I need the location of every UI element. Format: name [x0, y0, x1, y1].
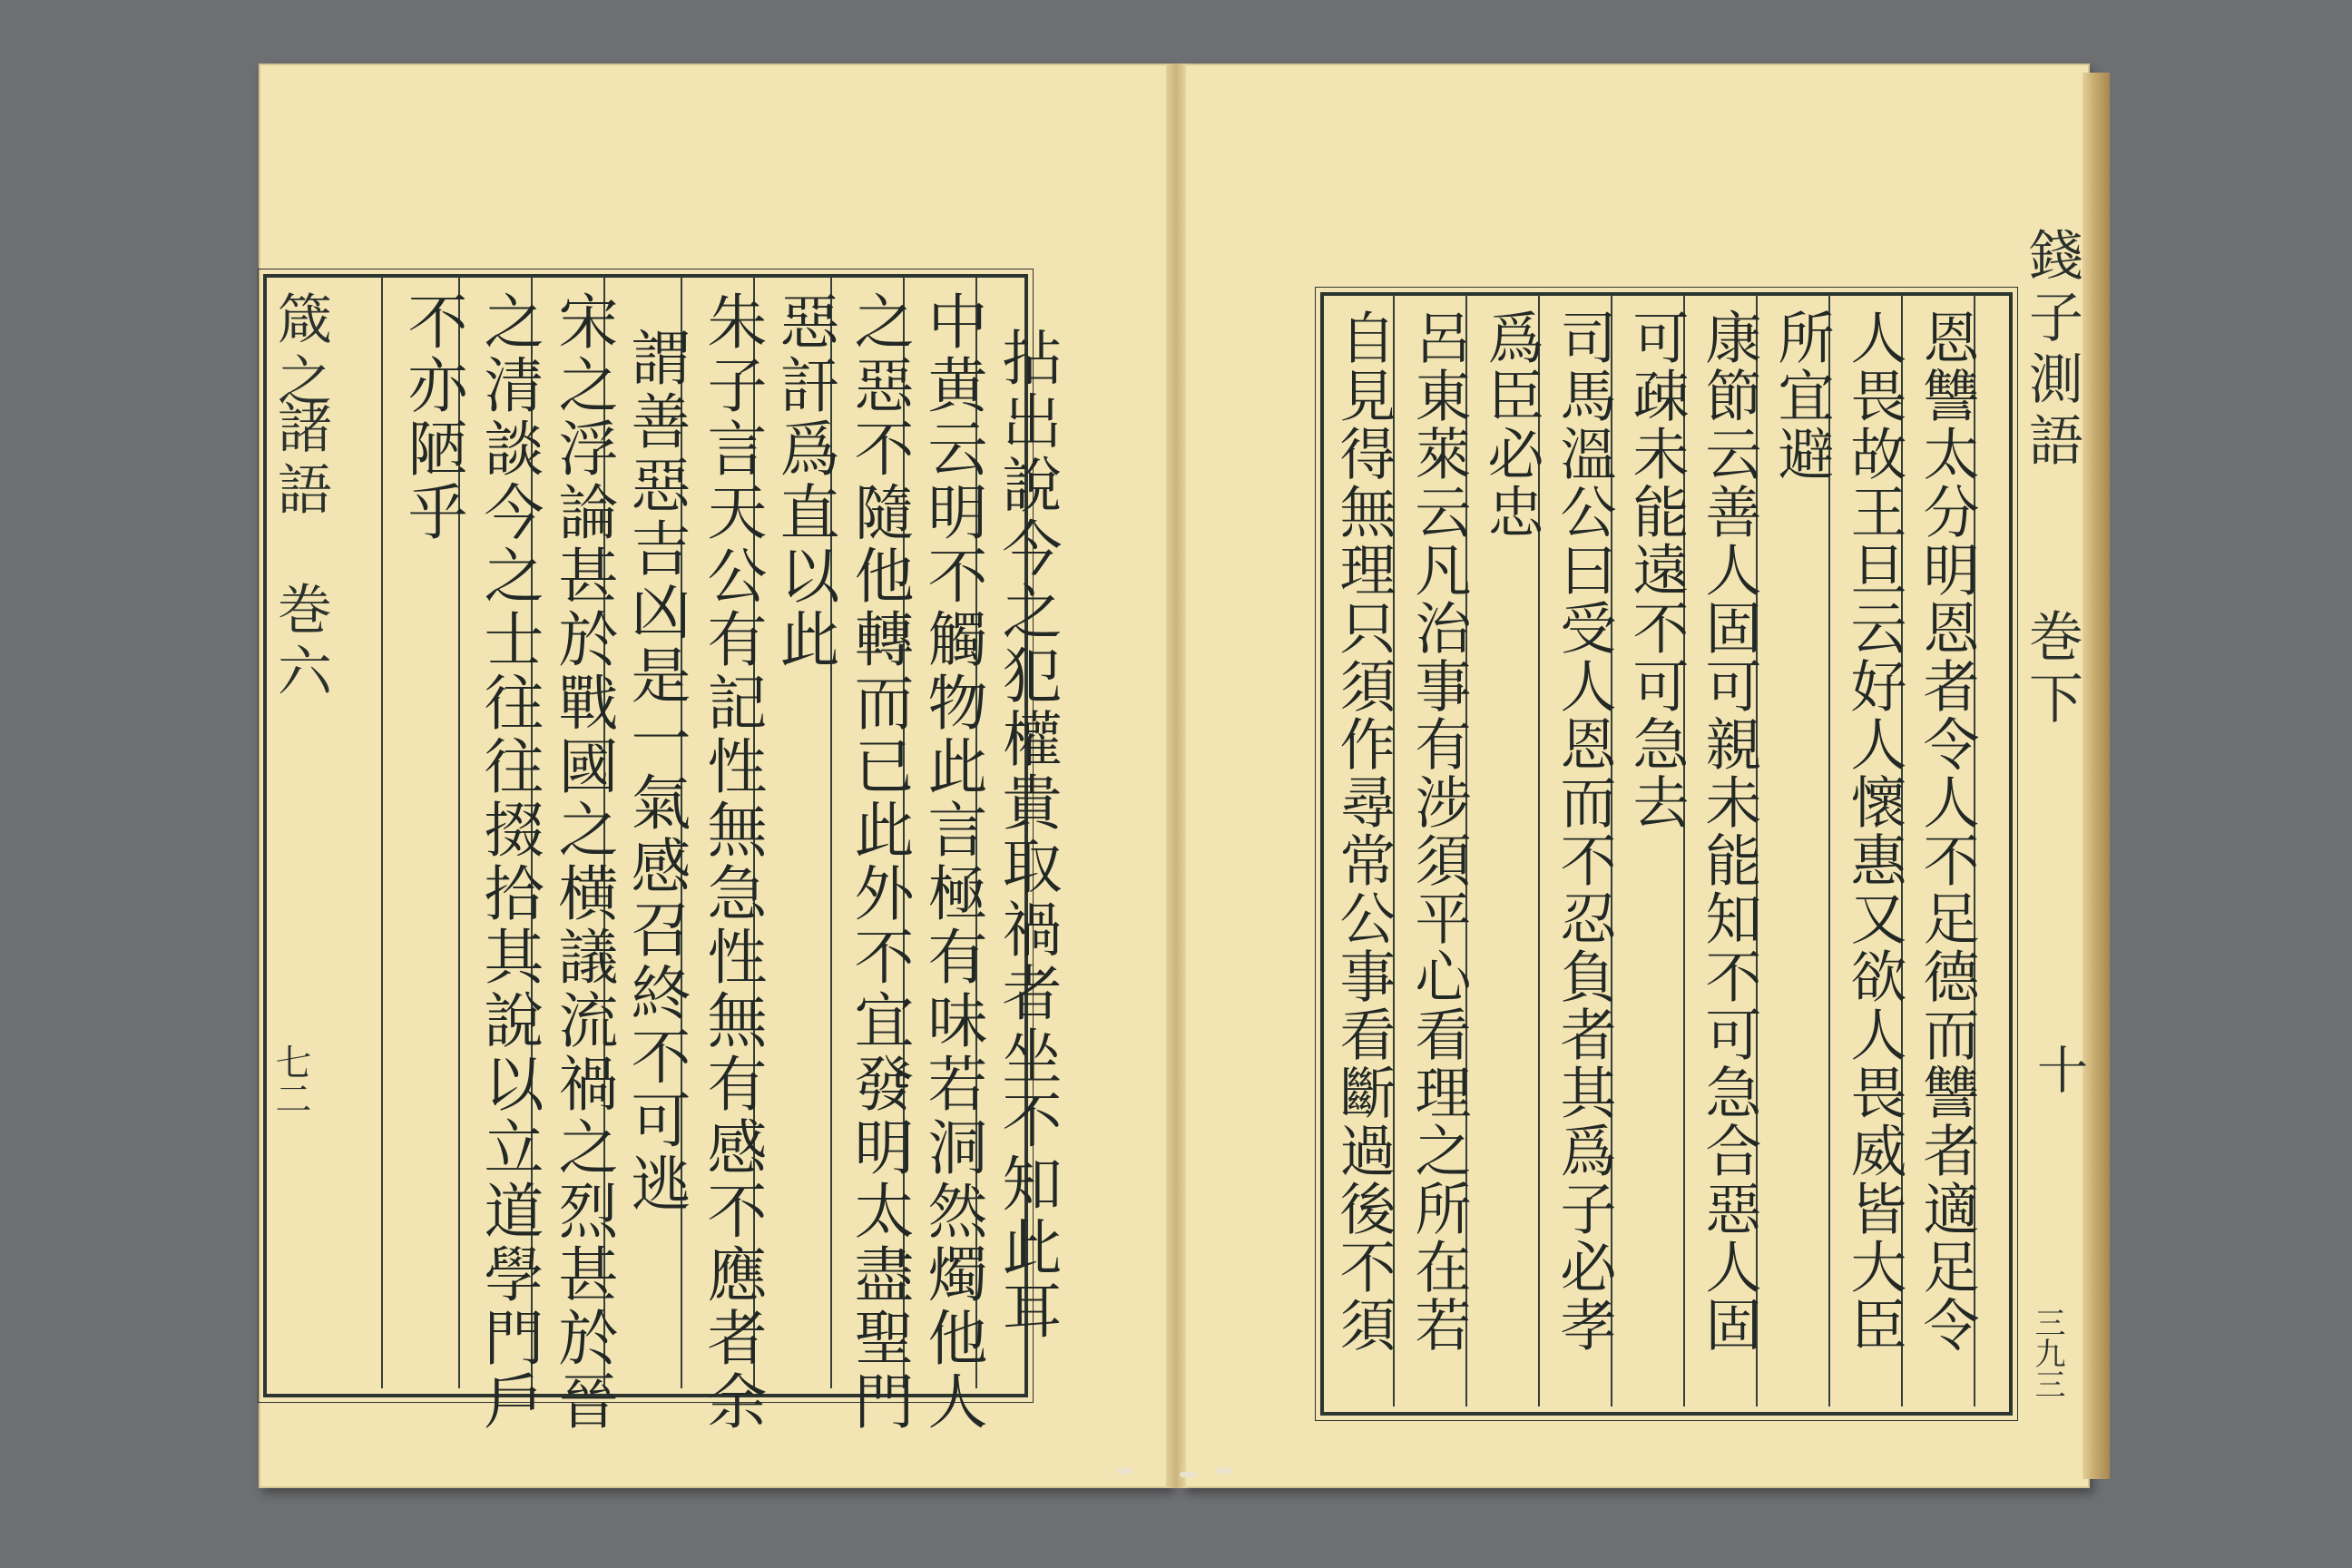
- binding-thread: [1216, 1468, 1232, 1474]
- left-folio: 七二: [270, 1044, 311, 1116]
- right-text-column-6: 司馬溫公曰受人恩而不忍負者其爲子必孝: [1551, 309, 1617, 1354]
- left-text-column-3: 之惡不隨他轉而已此外不宜發明太盡聖門: [844, 290, 914, 1434]
- right-folio-bottom: 三九三: [2029, 1307, 2065, 1399]
- left-text-column-1: 拈出說今之犯權貴取禍者坐不知此耳: [992, 327, 1062, 1343]
- right-text-column-1: 恩讐太分明恩者令人不足德而讐者適足令: [1914, 309, 1980, 1354]
- left-center-strip-3: 巻六: [269, 581, 332, 704]
- left-text-column-6: 謂善惡吉凶是一氣感召終不可逃: [621, 327, 691, 1216]
- left-text-column-8: 之清談今之士往往掇拾其說以立道學門戶: [474, 290, 544, 1434]
- left-text-column-9: 不亦陋乎: [397, 290, 467, 544]
- right-text-column-4: 康節云善人固可親未能知不可急合惡人固: [1696, 309, 1762, 1354]
- left-text-column-2: 中黄云明不觸物此言極有味若洞然燭他人: [917, 290, 987, 1434]
- book-gutter: [1166, 64, 1186, 1488]
- right-text-column-2: 人畏故王旦云好人懷惠又欲人畏威皆大臣: [1841, 309, 1907, 1354]
- binding-thread: [1180, 1472, 1196, 1477]
- left-text-column-4: 惡訐爲直以此: [769, 290, 839, 671]
- right-text-column-5: 可疎未能遠不可急去: [1623, 309, 1690, 831]
- left-center-strip-2: 諸語: [269, 399, 332, 523]
- left-center-strip-1: 箴之: [269, 290, 332, 414]
- right-center-strip-1: 錢子測語: [2020, 227, 2083, 474]
- right-center-strip-2: 巻下: [2020, 608, 2083, 731]
- right-folio-top: 十: [2029, 1044, 2088, 1094]
- right-text-column-3: 所宜避: [1769, 309, 1835, 483]
- right-text-column-9: 自見得無理只須作尋常公事看斷過後不須: [1330, 309, 1396, 1354]
- right-text-column-7: 爲臣必忠: [1478, 309, 1544, 541]
- left-text-column-5: 朱子言天公有記性無急性無有感不應者余: [697, 290, 767, 1434]
- column-rule: [381, 277, 383, 1388]
- left-text-column-7: 宋之浮論甚於戰國之横議流禍之烈甚於晉: [548, 290, 618, 1434]
- right-text-column-8: 呂東萊云凡治事有涉須平心看理之所在若: [1406, 309, 1472, 1354]
- binding-thread: [1116, 1468, 1132, 1474]
